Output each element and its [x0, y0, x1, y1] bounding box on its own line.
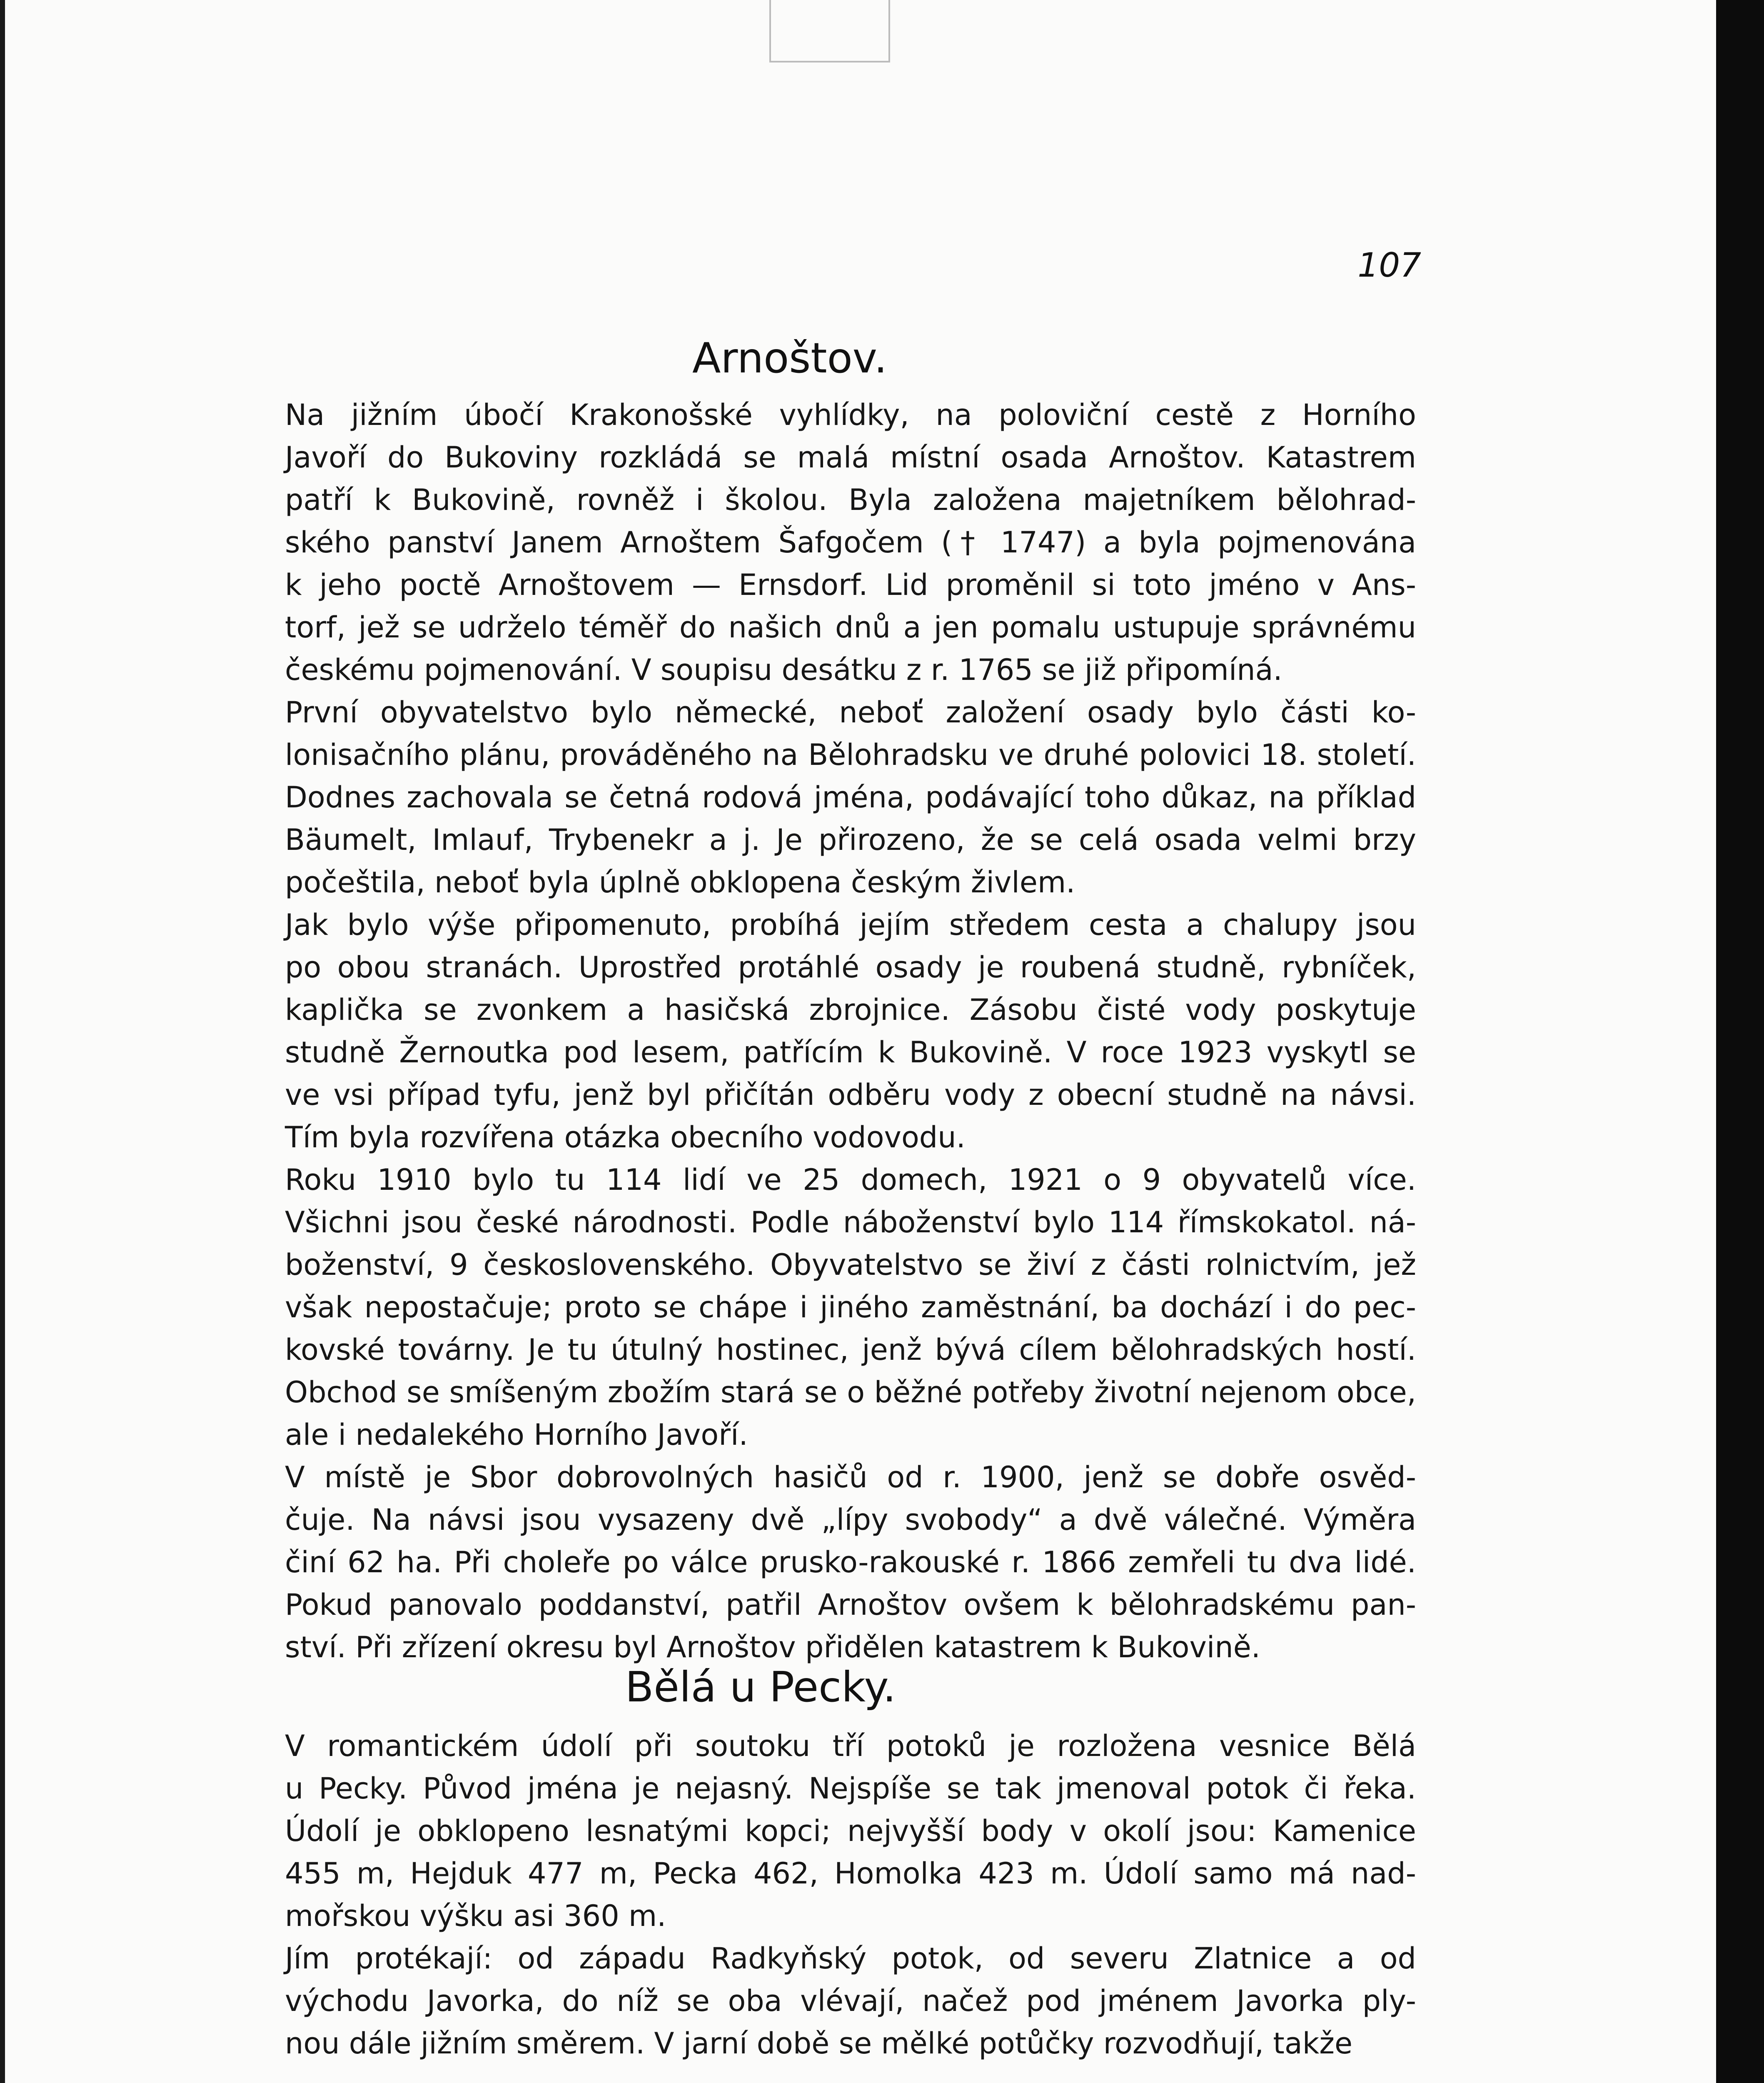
scan-left-edge: [0, 0, 5, 2083]
text-line: ství. Při zřízení okresu byl Arnoštov přidělen katastrem k Bukovině.: [285, 1630, 1261, 1664]
paragraph: [285, 1725, 1416, 1937]
section-body-arnostov: [285, 394, 1416, 1668]
text-line: 455 m, Hejduk 477 m, Pecka 462, Homolka 423 m. Údolí samo má nad-: [285, 1856, 1416, 1891]
text-line: východu Javorka, do níž se oba vlévají, načež pod jménem Javorka ply-: [285, 1984, 1416, 2018]
text-line: Jím protékají: od západu Radkyňský potok, od severu Zlatnice a od: [285, 1941, 1416, 1976]
text-line: boženství, 9 československého. Obyvatelstvo se živí z části rolnictvím, jež: [285, 1248, 1416, 1282]
paragraph: [285, 691, 1416, 904]
section-title-arnostov: Arnoštov.: [692, 334, 888, 382]
text-line: k jeho poctě Arnoštovem — Ernsdorf. Lid proměnil si toto jméno v Ans-: [285, 568, 1416, 602]
text-line: českému pojmenování. V soupisu desátku z r. 1765 se již připomíná.: [285, 653, 1282, 687]
text-line: však nepostačuje; proto se chápe i jiného zaměstnání, ba dochází i do pec-: [285, 1290, 1416, 1324]
section-title-bela-u-pecky: Bělá u Pecky.: [625, 1663, 896, 1711]
text-line: počeštila, neboť byla úplně obklopena českým živlem.: [285, 865, 1075, 899]
text-line: Tím byla rozvířena otázka obecního vodovodu.: [285, 1120, 966, 1154]
text-line: Pokud panovalo poddanství, patřil Arnoštov ovšem k bělohradskému pan-: [285, 1588, 1416, 1622]
text-line: Obchod se smíšeným zbožím stará se o běžné potřeby životní nejenom obce,: [285, 1375, 1416, 1409]
text-line: u Pecky. Původ jména je nejasný. Nejspíše se tak jmenoval potok či řeka.: [285, 1771, 1416, 1806]
text-line: kaplička se zvonkem a hasičská zbrojnice. Zásobu čisté vody poskytuje: [285, 993, 1416, 1027]
text-line: nou dále jižním směrem. V jarní době se mělké potůčky rozvodňují, takže: [285, 2026, 1353, 2061]
text-line: mořskou výšku asi 360 m.: [285, 1899, 666, 1933]
text-line: kovské továrny. Je tu útulný hostinec, jenž bývá cílem bělohradských hostí.: [285, 1333, 1416, 1367]
text-line: torf, jež se udrželo téměř do našich dnů a jen pomalu ustupuje správnému: [285, 610, 1416, 644]
paragraph: [285, 904, 1416, 1159]
text-line: lonisačního plánu, prováděného na Bělohradsku ve druhé polovici 18. století.: [285, 738, 1416, 772]
page-number: 107: [1357, 246, 1421, 285]
scan-right-edge: [1716, 0, 1764, 2083]
document-page: [5, 0, 1716, 2083]
text-line: ského panství Janem Arnoštem Šafgočem († 1747) a byla pojmenována: [285, 525, 1416, 559]
text-line: studně Žernoutka pod lesem, patřícím k Bukovině. V roce 1923 vyskytl se: [285, 1035, 1416, 1069]
text-line: V romantickém údolí při soutoku tří potoků je rozložena vesnice Bělá: [285, 1729, 1416, 1763]
text-line: Na jižním úbočí Krakonošské vyhlídky, na poloviční cestě z Horního: [285, 398, 1416, 432]
text-line: Javoří do Bukoviny rozkládá se malá místní osada Arnoštov. Katastrem: [285, 440, 1416, 475]
text-line: ale i nedalekého Horního Javoří.: [285, 1418, 748, 1452]
text-line: patří k Bukovině, rovněž i školou. Byla založena majetníkem bělohrad-: [285, 483, 1416, 517]
text-line: První obyvatelstvo bylo německé, neboť založení osady bylo části ko-: [285, 695, 1416, 729]
text-line: Roku 1910 bylo tu 114 lidí ve 25 domech, 1921 o 9 obyvatelů více.: [285, 1163, 1416, 1197]
binding-mark: [769, 0, 890, 62]
text-line: ve vsi případ tyfu, jenž byl přičítán odběru vody z obecní studně na návsi.: [285, 1078, 1416, 1112]
section-body-bela-u-pecky: [285, 1725, 1416, 2065]
text-line: V místě je Sbor dobrovolných hasičů od r. 1900, jenž se dobře osvěd-: [285, 1460, 1416, 1494]
paragraph: [285, 1159, 1416, 1456]
text-line: Dodnes zachovala se četná rodová jména, podávající toho důkaz, na příklad: [285, 780, 1416, 814]
text-line: činí 62 ha. Při choleře po válce prusko-rakouské r. 1866 zemřeli tu dva lidé.: [285, 1545, 1416, 1579]
text-line: Údolí je obklopeno lesnatými kopci; nejvyšší body v okolí jsou: Kamenice: [285, 1814, 1416, 1848]
text-line: Jak bylo výše připomenuto, probíhá jejím středem cesta a chalupy jsou: [285, 908, 1416, 942]
paragraph: [285, 394, 1416, 691]
text-line: Bäumelt, Imlauf, Trybenekr a j. Je přirozeno, že se celá osada velmi brzy: [285, 823, 1416, 857]
text-line: čuje. Na návsi jsou vysazeny dvě „lípy svobody“ a dvě válečné. Výměra: [285, 1503, 1416, 1537]
text-line: Všichni jsou české národnosti. Podle náboženství bylo 114 římskokatol. ná-: [285, 1205, 1416, 1239]
paragraph: [285, 1937, 1416, 2065]
text-line: po obou stranách. Uprostřed protáhlé osady je roubená studně, rybníček,: [285, 950, 1416, 984]
paragraph: [285, 1456, 1416, 1668]
